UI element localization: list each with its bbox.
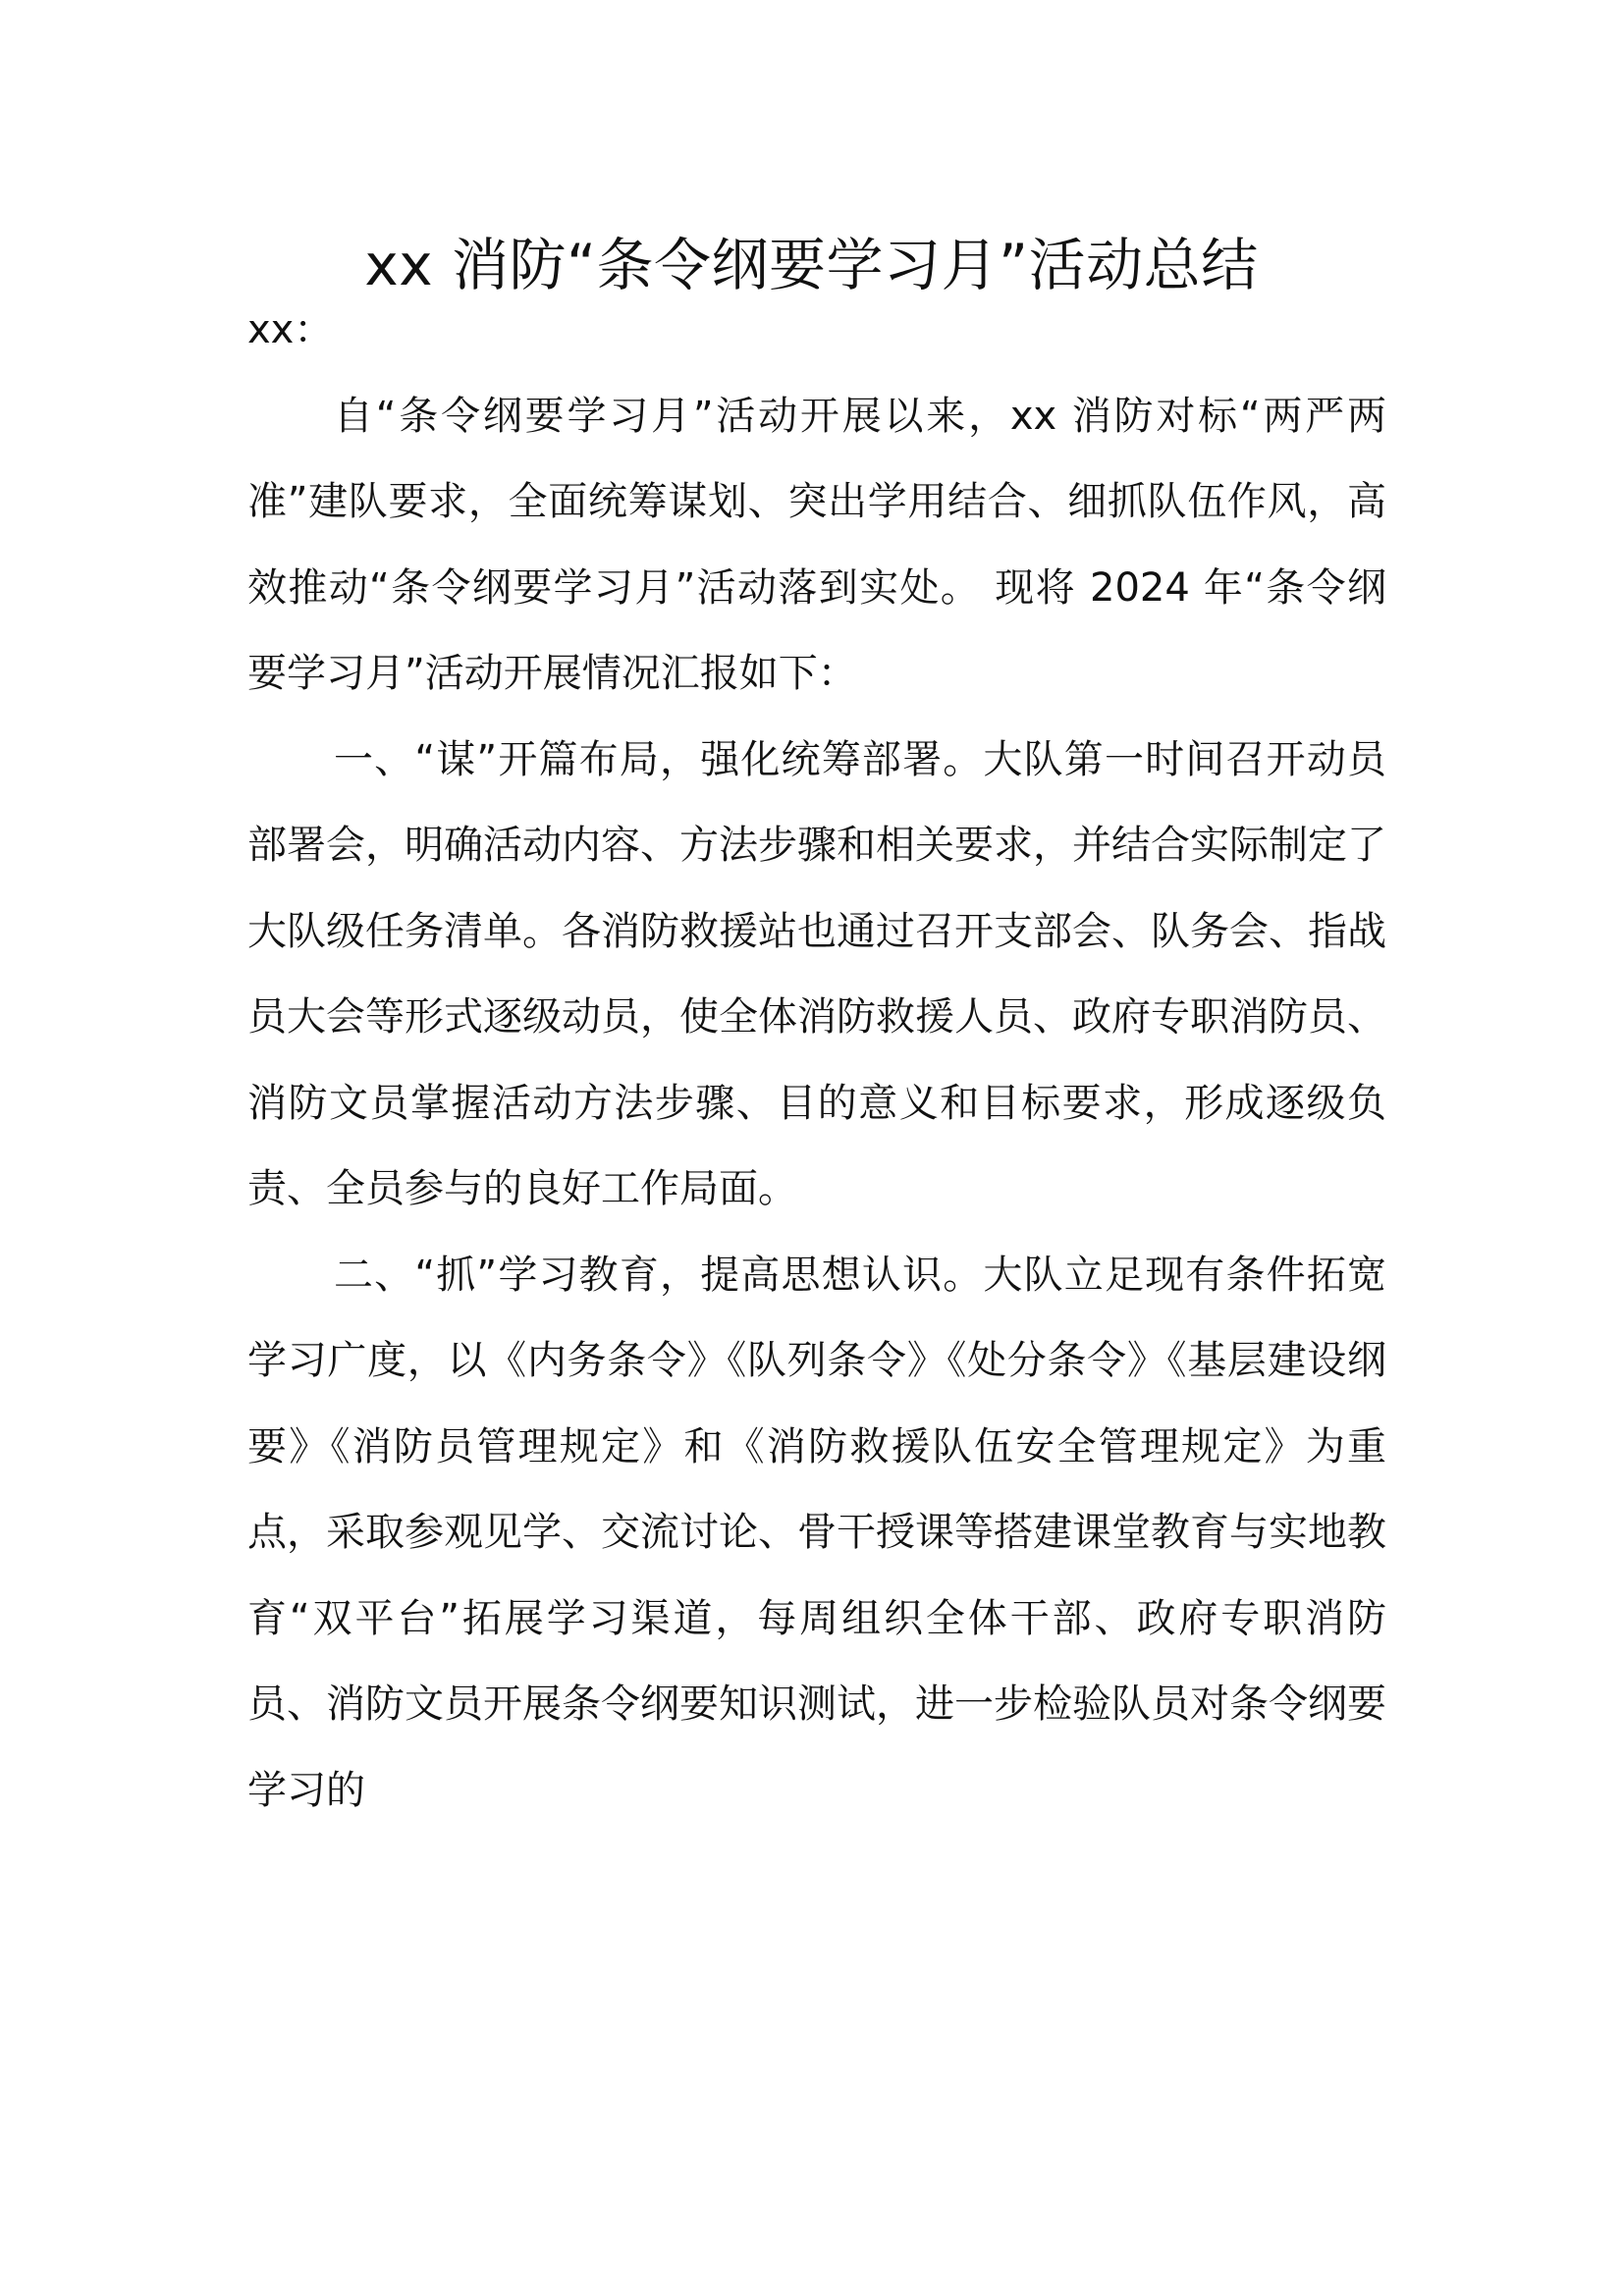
paragraph-intro: 自“条令纲要学习月”活动开展以来，xx 消防对标“两严两准”建队要求，全面统筹谋划、突出学用结合、细抓队伍作风，高效推动“条令纲要学习月”活动落到实处。 现将 2024 年“条令纲要学习月”活动开展情况汇报如下：: [247, 393, 1386, 696]
document-body: [247, 288, 1386, 1834]
document-title: xx 消防“条令纲要学习月”活动总结: [364, 232, 1259, 298]
salutation: xx：: [247, 307, 334, 352]
paragraph-section-two: 二、“抓”学习教育，提高思想认识。大队立足现有条件拓宽学习广度，以《内务条令》《队列条令》《处分条令》《基层建设纲要》《消防员管理规定》和《消防救援队伍安全管理规定》为重点，采取参观见学、交流讨论、骨干授课等搭建课堂教育与实地教育“双平台”拓展学习渠道，每周组织全体干部、政府专职消防员、消防文员开展条令纲要知识测试，进一步检验队员对条令纲要学习的: [247, 1252, 1386, 1813]
paragraph-section-one: 一、“谋”开篇布局，强化统筹部署。大队第一时间召开动员部署会，明确活动内容、方法步骤和相关要求，并结合实际制定了大队级任务清单。各消防救援站也通过召开支部会、队务会、指战员大会等形式逐级动员，使全体消防救援人员、政府专职消防员、消防文员掌握活动方法步骤、目的意义和目标要求，形成逐级负责、全员参与的良好工作局面。: [247, 736, 1386, 1211]
